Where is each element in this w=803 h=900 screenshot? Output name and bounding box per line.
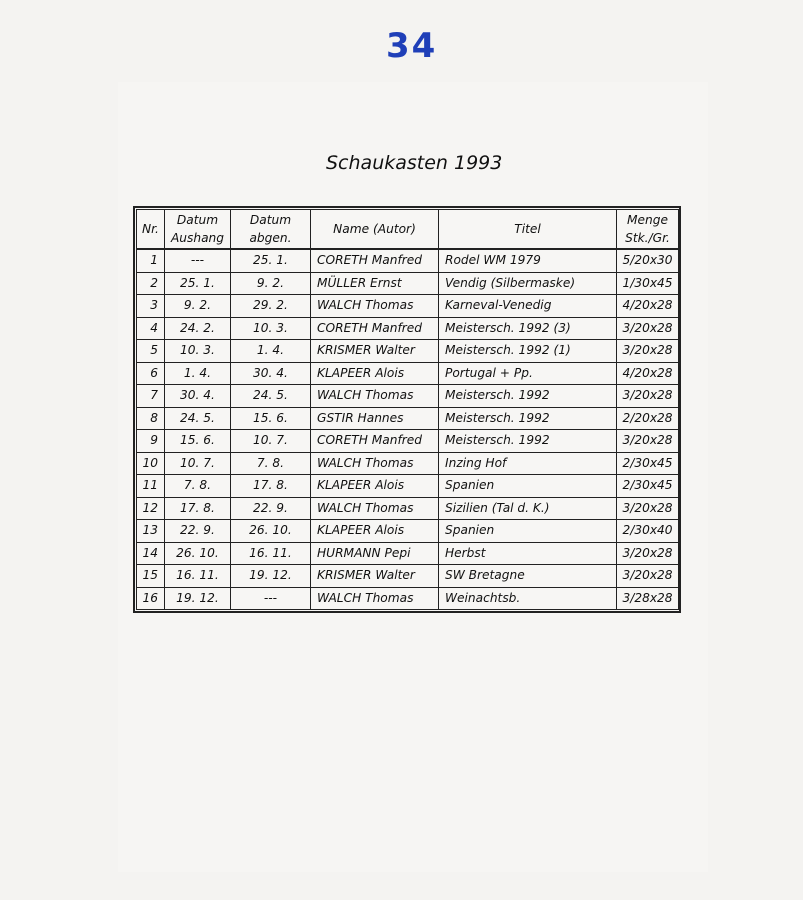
date-removed: 22. 9. (231, 497, 311, 520)
photo-title: Portugal + Pp. (439, 362, 617, 385)
date-posted: 24. 2. (165, 317, 231, 340)
date-removed: 26. 10. (231, 520, 311, 543)
row-number: 1 (137, 249, 165, 272)
date-removed: 9. 2. (231, 272, 311, 295)
photo-title: Rodel WM 1979 (439, 249, 617, 272)
row-number: 5 (137, 340, 165, 363)
date-posted: 22. 9. (165, 520, 231, 543)
photo-title: Sizilien (Tal d. K.) (439, 497, 617, 520)
header-titel: Titel (439, 210, 617, 250)
row-number: 8 (137, 407, 165, 430)
date-removed: 29. 2. (231, 295, 311, 318)
date-posted: 10. 3. (165, 340, 231, 363)
photo-title: Meistersch. 1992 (439, 407, 617, 430)
photo-title: Vendig (Silbermaske) (439, 272, 617, 295)
author-name: KLAPEER Alois (311, 475, 439, 498)
photo-title: Meistersch. 1992 (1) (439, 340, 617, 363)
row-number: 15 (137, 565, 165, 588)
photo-title: Inzing Hof (439, 452, 617, 475)
quantity-size: 4/20x28 (617, 295, 679, 318)
quantity-size: 3/20x28 (617, 565, 679, 588)
table-body (137, 249, 679, 610)
quantity-size: 3/20x28 (617, 340, 679, 363)
photo-title: Spanien (439, 520, 617, 543)
table-row (137, 452, 679, 475)
table-row (137, 362, 679, 385)
table-header-row (137, 210, 679, 250)
author-name: HURMANN Pepi (311, 542, 439, 565)
table-row (137, 249, 679, 272)
date-posted: 19. 12. (165, 587, 231, 610)
date-removed: 1. 4. (231, 340, 311, 363)
row-number: 10 (137, 452, 165, 475)
date-removed: 17. 8. (231, 475, 311, 498)
date-posted: 1. 4. (165, 362, 231, 385)
row-number: 14 (137, 542, 165, 565)
date-removed: 10. 7. (231, 430, 311, 453)
exhibit-table-frame (133, 206, 681, 613)
row-number: 2 (137, 272, 165, 295)
document-title: Schaukasten 1993 (326, 152, 503, 174)
exhibit-table (136, 209, 679, 610)
author-name: KRISMER Walter (311, 565, 439, 588)
author-name: WALCH Thomas (311, 385, 439, 408)
quantity-size: 3/20x28 (617, 542, 679, 565)
photo-title: Karneval-Venedig (439, 295, 617, 318)
quantity-size: 2/20x28 (617, 407, 679, 430)
date-posted: 26. 10. (165, 542, 231, 565)
table-row (137, 430, 679, 453)
quantity-size: 4/20x28 (617, 362, 679, 385)
quantity-size: 5/20x30 (617, 249, 679, 272)
table-row (137, 407, 679, 430)
date-posted: --- (165, 249, 231, 272)
date-posted: 7. 8. (165, 475, 231, 498)
row-number: 11 (137, 475, 165, 498)
author-name: CORETH Manfred (311, 317, 439, 340)
author-name: KLAPEER Alois (311, 520, 439, 543)
table-row (137, 587, 679, 610)
author-name: KRISMER Walter (311, 340, 439, 363)
photo-title: Meistersch. 1992 (439, 385, 617, 408)
author-name: CORETH Manfred (311, 430, 439, 453)
date-posted: 17. 8. (165, 497, 231, 520)
header-datum-aushang: Datum Aushang (165, 210, 231, 250)
date-removed: --- (231, 587, 311, 610)
photo-title: SW Bretagne (439, 565, 617, 588)
quantity-size: 3/20x28 (617, 385, 679, 408)
date-posted: 10. 7. (165, 452, 231, 475)
page-number-stamp: 34 (386, 26, 438, 66)
quantity-size: 3/20x28 (617, 430, 679, 453)
quantity-size: 2/30x45 (617, 452, 679, 475)
quantity-size: 2/30x45 (617, 475, 679, 498)
header-datum-abgen: Datum abgen. (231, 210, 311, 250)
table-row (137, 385, 679, 408)
author-name: GSTIR Hannes (311, 407, 439, 430)
row-number: 7 (137, 385, 165, 408)
quantity-size: 2/30x40 (617, 520, 679, 543)
date-removed: 16. 11. (231, 542, 311, 565)
row-number: 3 (137, 295, 165, 318)
table-row (137, 272, 679, 295)
table-row (137, 340, 679, 363)
row-number: 12 (137, 497, 165, 520)
table-row (137, 317, 679, 340)
quantity-size: 3/20x28 (617, 317, 679, 340)
date-removed: 19. 12. (231, 565, 311, 588)
date-removed: 24. 5. (231, 385, 311, 408)
photo-title: Herbst (439, 542, 617, 565)
date-posted: 15. 6. (165, 430, 231, 453)
photo-title: Meistersch. 1992 (3) (439, 317, 617, 340)
date-posted: 16. 11. (165, 565, 231, 588)
date-removed: 25. 1. (231, 249, 311, 272)
row-number: 13 (137, 520, 165, 543)
photo-title: Spanien (439, 475, 617, 498)
row-number: 16 (137, 587, 165, 610)
header-menge: Menge Stk./Gr. (617, 210, 679, 250)
date-removed: 15. 6. (231, 407, 311, 430)
date-posted: 30. 4. (165, 385, 231, 408)
photo-title: Meistersch. 1992 (439, 430, 617, 453)
quantity-size: 3/20x28 (617, 497, 679, 520)
author-name: WALCH Thomas (311, 497, 439, 520)
table-row (137, 542, 679, 565)
table-row (137, 497, 679, 520)
date-posted: 9. 2. (165, 295, 231, 318)
table-row (137, 520, 679, 543)
table-row (137, 295, 679, 318)
date-posted: 25. 1. (165, 272, 231, 295)
date-removed: 10. 3. (231, 317, 311, 340)
author-name: KLAPEER Alois (311, 362, 439, 385)
photo-title: Weinachtsb. (439, 587, 617, 610)
author-name: MÜLLER Ernst (311, 272, 439, 295)
table-row (137, 475, 679, 498)
row-number: 4 (137, 317, 165, 340)
author-name: WALCH Thomas (311, 295, 439, 318)
author-name: WALCH Thomas (311, 587, 439, 610)
row-number: 6 (137, 362, 165, 385)
date-removed: 30. 4. (231, 362, 311, 385)
header-name-autor: Name (Autor) (311, 210, 439, 250)
quantity-size: 3/28x28 (617, 587, 679, 610)
header-nr: Nr. (137, 210, 165, 250)
row-number: 9 (137, 430, 165, 453)
author-name: CORETH Manfred (311, 249, 439, 272)
author-name: WALCH Thomas (311, 452, 439, 475)
date-posted: 24. 5. (165, 407, 231, 430)
table-row (137, 565, 679, 588)
quantity-size: 1/30x45 (617, 272, 679, 295)
date-removed: 7. 8. (231, 452, 311, 475)
